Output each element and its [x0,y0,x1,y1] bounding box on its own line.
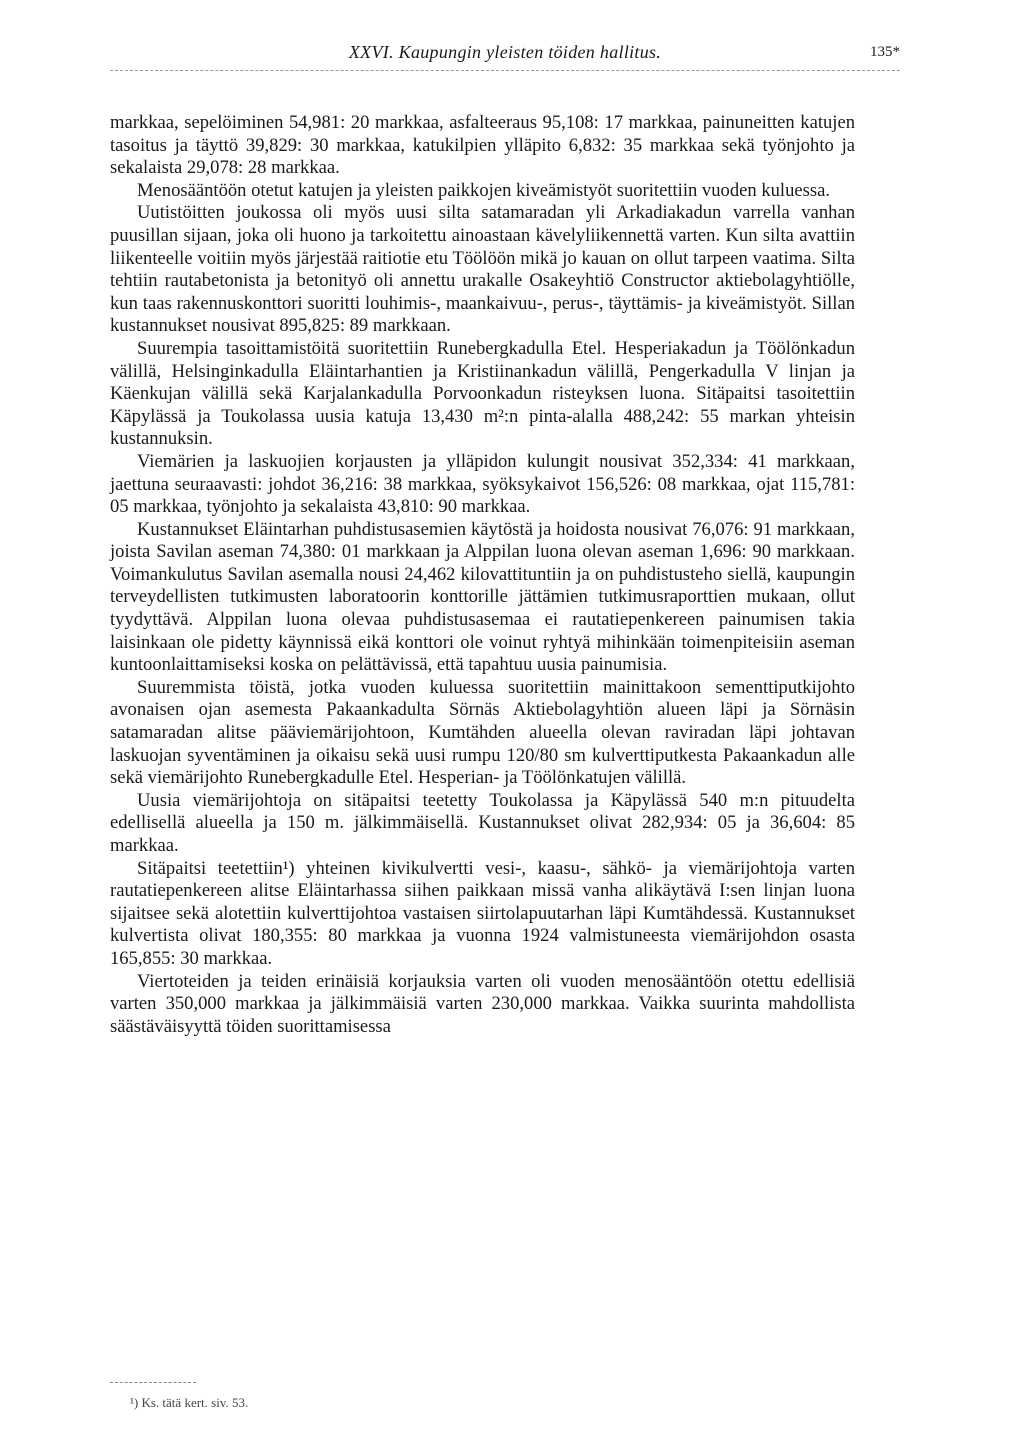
paragraph: Sitäpaitsi teetettiin¹) yhteinen kivikulvertti vesi-, kaasu-, sähkö- ja viemärijohtoja varten rautatiepenkereen alitse Eläintarhassa siihen paikkaan missä vanha alikäytävä I:sen linjan luona sijaitsee sekä alotettiin kulverttijohtoa vastaisen siirtolapuutarhan läpi Kumtähdessä. Kustannukset kulvertista olivat 180,355: 80 markkaa ja vuonna 1924 valmistuneesta viemärijohdon osasta 165,855: 30 markkaa. [110,857,855,969]
page-header [110,42,900,72]
running-title: XXVI. Kaupungin yleisten töiden hallitus. [348,42,662,62]
paragraph: Uutistöitten joukossa oli myös uusi silta satamaradan yli Arkadiakadun varrella vanhan puusillan sijaan, joka oli huono ja tarkoitettu ainoastaan kävelyliikennettä varten. Kun silta avattiin liikenteelle voitiin myös järjestää raitiotie etu Töölöön mikä jo kauan on ollut tarpeen vaatima. Silta tehtiin rautabetonista ja betonityö oli annettu urakalle Osakeyhtiö Constructor aktiebolagyhtiölle, kun taas rakennuskonttori suoritti louhimis-, maankaivuu-, perus-, täyttämis- ja kiveämistyöt. Sillan kustannukset nousivat 895,825: 89 markkaan. [110,202,855,337]
paragraph: Uusia viemärijohtoja on sitäpaitsi teetetty Toukolassa ja Käpylässä 540 m:n pituudelta edellisellä alueella ja 150 m. jälkimmäisellä. Kustannukset olivat 282,934: 05 ja 36,604: 85 markkaa. [110,789,855,856]
page-number: 135* [870,44,900,60]
paragraph: markkaa, sepelöiminen 54,981: 20 markkaa, asfalteeraus 95,108: 17 markkaa, painuneitten katujen tasoitus ja täyttö 39,829: 30 markkaa, katukilpien ylläpito 6,832: 35 markkaa sekä työnjohto ja sekalaista 29,078: 28 markkaa. [110,112,855,179]
paragraph: Kustannukset Eläintarhan puhdistusasemien käytöstä ja hoidosta nousivat 76,076: 91 markkaan, joista Savilan aseman 74,380: 01 markkaan ja Alppilan luona olevan aseman 1,696: 90 markkaan. Voimankulutus Savilan asemalla nousi 24,462 kilovattituntiin ja on puhdistusteho siellä, kaupungin terveydellisten tutkimusten laboratoorin konttorille jättämien tutkimusraporttien mukaan, ollut tyydyttävä. Alppilan luona olevaa puhdistusasemaa ei rautatiepenkereen painumisen takia laisinkaan ole pidetty käynnissä eikä konttori ole voinut ryhtyä mihinkään toimenpiteisiin aseman kuntoonlaittamiseksi koska on pelättävissä, että tapahtuu uusia painumisia. [110,518,855,676]
paragraph: Suuremmista töistä, jotka vuoden kuluessa suoritettiin mainittakoon sementtiputkijohto avonaisen ojan asemesta Pakaankadulta Sörnäs Aktiebolagyhtiön alueen läpi ja Sörnäsin satamaradan alitse pääviemärijohtoon, Kumtähden alueella olevan raviradan läpi johtavan laskuojan syventäminen ja oikaisu sekä uusi rumpu 120/80 sm kulverttiputkesta Pakaankadun alle sekä viemärijohto Runebergkadulle Etel. Hesperian- ja Töölönkatujen välillä. [110,676,855,789]
header-rule [110,70,900,71]
footnote-rule [110,1382,196,1383]
paragraph: Suurempia tasoittamistöitä suoritettiin Runebergkadulla Etel. Hesperiakadun ja Töölönkadun välillä, Helsinginkadulla Eläintarhantien ja Kristiinankadun välillä, Pengerkadulla V linjan ja Käenkujan välillä sekä Karjalankadulla Porvoonkadun risteyksen luona. Sitäpaitsi tasoitettiin Käpylässä ja Toukolassa uusia katuja 13,430 m²:n pinta-alalla 488,242: 55 markan yhteisin kustannuksin. [110,337,855,450]
footnote: ¹) Ks. tätä kert. siv. 53. [130,1395,249,1410]
body-text [110,112,855,1038]
paragraph: Menosääntöön otetut katujen ja yleisten paikkojen kiveämistyöt suoritettiin vuoden kuluessa. [137,179,830,201]
paragraph: Viemärien ja laskuojien korjausten ja ylläpidon kulungit nousivat 352,334: 41 markkaan, jaettuna seuraavasti: johdot 36,216: 38 markkaa, syöksykaivot 156,526: 08 markkaa, ojat 115,781: 05 markkaa, työnjohto ja sekalaista 43,810: 90 markkaa. [110,450,855,518]
paragraph: Viertoteiden ja teiden erinäisiä korjauksia varten oli vuoden menosääntöön otettu edellisiä varten 350,000 markkaa ja jälkimmäisiä varten 230,000 markkaa. Vaikka suurinta mahdollista säästäväisyyttä töiden suorittamisessa [110,970,855,1037]
